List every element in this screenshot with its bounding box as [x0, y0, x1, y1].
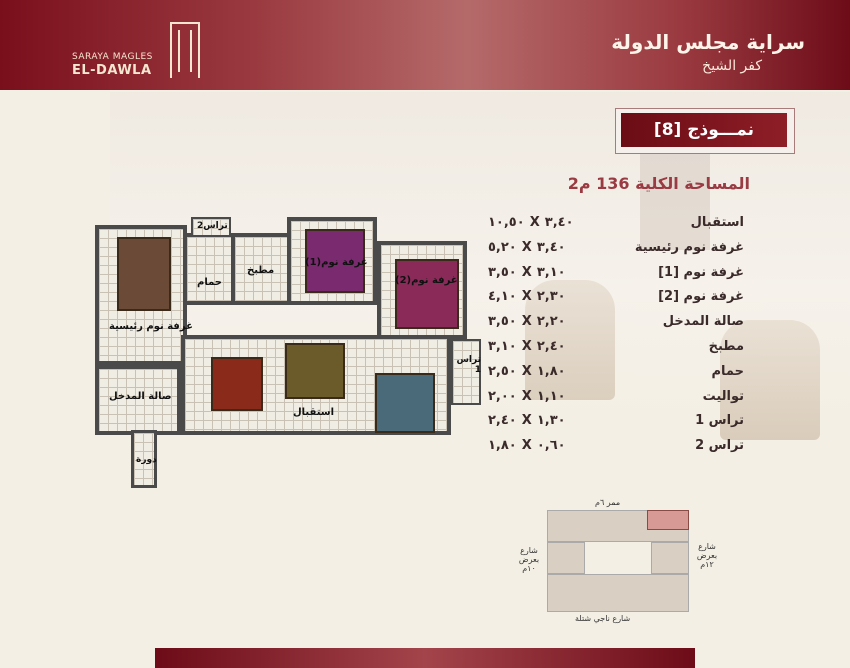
model-label: نمـــوذج [8] [621, 113, 787, 147]
room-label: حمام [197, 277, 222, 288]
room-master-bedroom [95, 225, 193, 365]
room-dims: ٣,١٠ X ٣,٥٠ [488, 264, 566, 280]
building-block [547, 574, 689, 612]
dining-table-icon [211, 357, 263, 411]
room-dims: ٠,٦٠ X ١,٨٠ [488, 438, 566, 454]
street-label-bottom: شارع ناجي شتلة [575, 614, 631, 623]
highlighted-unit [647, 510, 689, 530]
room-label: مطبخ [247, 265, 275, 276]
street-label-left: شارع بعرض ١٠م [518, 546, 540, 573]
building-block [547, 542, 585, 574]
project-title: سراية مجلس الدولة [611, 30, 805, 54]
list-item [488, 362, 748, 387]
list-item [488, 312, 748, 337]
building-icon [170, 22, 200, 78]
bed-icon [117, 237, 171, 311]
room-dims: ٣,٤٠ X ٥,٢٠ [488, 239, 566, 255]
room-dims: ٣,٤٠ X ١٠,٥٠ [488, 215, 574, 230]
room-dims: ١,٨٠ X ٢,٥٠ [488, 363, 566, 379]
list-item [488, 387, 748, 412]
room-name: حمام [711, 363, 744, 379]
room-terrace2 [191, 217, 231, 237]
room-label: غرفة نوم(1) [305, 257, 368, 268]
room-name: تراس 1 [695, 413, 744, 429]
room-name: مطبخ [708, 338, 744, 354]
room-reception [181, 335, 451, 435]
room-dims: ٢,٢٠ X ٣,٥٠ [488, 314, 566, 330]
room-name: صالة المدخل [662, 314, 744, 330]
room-dims: ٢,٤٠ X ٣,١٠ [488, 338, 566, 354]
room-name: تراس 2 [695, 438, 744, 454]
room-entrance-hall [95, 365, 181, 435]
site-key-map [515, 496, 718, 626]
project-location: كفر الشيخ [702, 58, 762, 74]
bed-icon [395, 259, 459, 329]
room-bathroom [183, 233, 235, 305]
room-label: تراس2 [197, 221, 228, 231]
logo [72, 20, 212, 80]
logo-line1: SARAYA MAGLES [72, 52, 153, 62]
room-name: غرفة نوم [2] [658, 289, 744, 305]
list-item [488, 238, 748, 263]
footer-bar [155, 648, 695, 668]
room-name: استقبال [690, 215, 744, 230]
room-bedroom1 [287, 217, 377, 305]
room-name: توالیت [702, 388, 744, 404]
room-label: صالة المدخل [109, 391, 172, 402]
room-kitchen [231, 233, 291, 305]
room-terrace1 [451, 339, 481, 405]
room-label: استقبال [293, 407, 335, 418]
room-dims: ١,١٠ X ٢,٠٠ [488, 388, 566, 404]
room-label: تراس 1 [456, 355, 481, 375]
room-label: غرفة نوم(2) [395, 275, 458, 286]
room-dims: ٢,٣٠ X ٤,١٠ [488, 289, 566, 305]
floor-plan [95, 215, 481, 490]
list-item [488, 337, 748, 362]
list-item [488, 411, 748, 436]
room-label: دورة [136, 455, 157, 465]
building-block [651, 542, 689, 574]
total-area: المساحة الكلية 136 م2 [567, 174, 750, 193]
room-bedroom2 [377, 241, 467, 339]
room-dims: ١,٣٠ X ٢,٤٠ [488, 413, 566, 429]
street-label-right: شارع بعرض ١٢م [696, 542, 718, 569]
model-badge [615, 108, 795, 154]
room-name: غرفة نوم رئيسية [634, 239, 744, 255]
logo-line2: EL-DAWLA [72, 63, 152, 78]
room-name: غرفة نوم [1] [658, 264, 744, 280]
room-toilet [131, 430, 157, 488]
room-label: غرفة نوم رئيسية [109, 321, 193, 332]
list-item [488, 287, 748, 312]
list-item [488, 213, 748, 238]
street-label-top: ممر ٦م [595, 498, 621, 507]
sofa-icon [375, 373, 435, 433]
list-item [488, 263, 748, 288]
header-banner [0, 0, 850, 90]
list-item [488, 436, 748, 461]
sofa-icon [285, 343, 345, 399]
room-dimensions-list [488, 213, 748, 461]
